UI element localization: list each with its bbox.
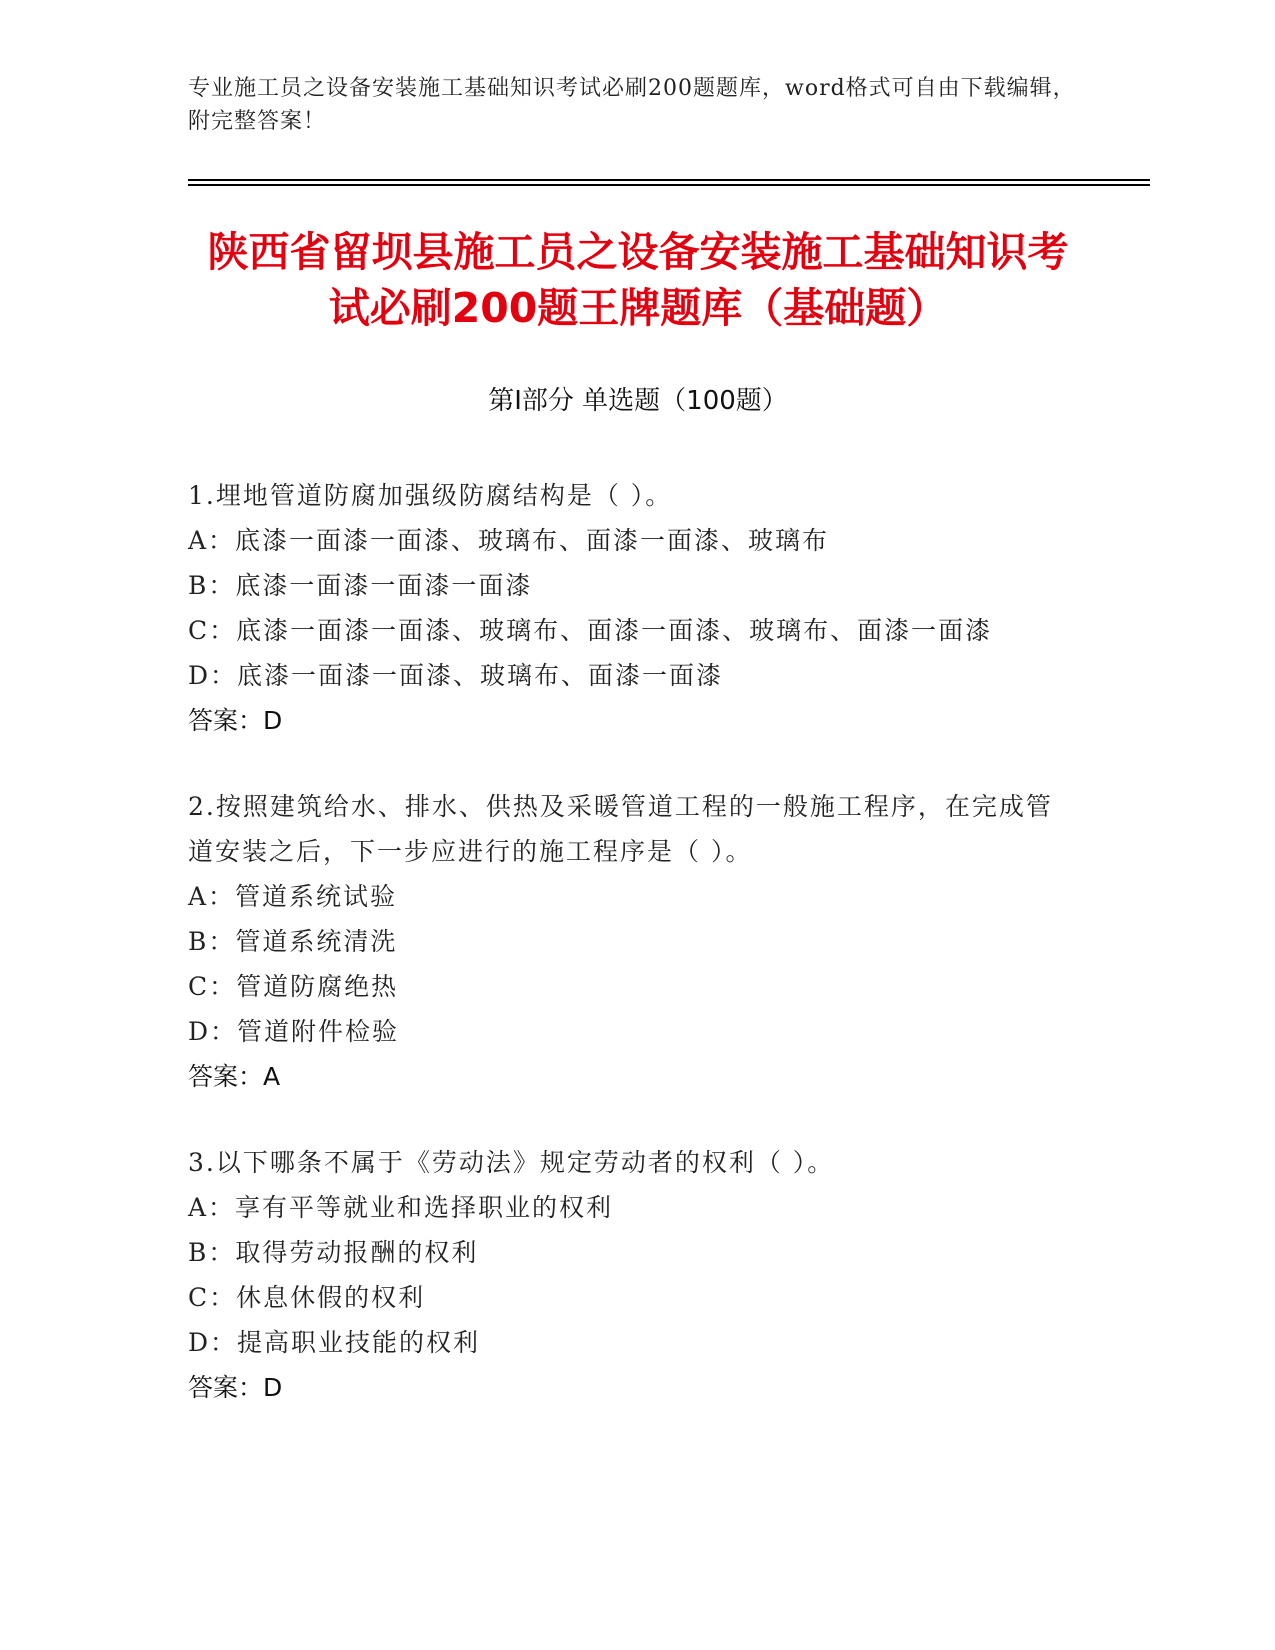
document-title: 陕西省留坝县施工员之设备安装施工基础知识考试必刷200题王牌题库（基础题） xyxy=(207,228,1069,332)
option-c: C：管道防腐绝热 xyxy=(188,972,399,1001)
option-d: D：提高职业技能的权利 xyxy=(188,1328,481,1357)
section-title: 第Ⅰ部分 单选题（100题） xyxy=(488,386,788,416)
option-a: A：享有平等就业和选择职业的权利 xyxy=(188,1193,614,1222)
option-a: A：管道系统试验 xyxy=(188,882,398,911)
option-b: B：底漆一面漆一面漆一面漆 xyxy=(188,571,533,600)
header-divider-bottom xyxy=(188,184,1150,186)
answer: 答案：D xyxy=(188,1373,283,1402)
question-list xyxy=(188,473,1078,1410)
option-b: B：取得劳动报酬的权利 xyxy=(188,1238,479,1267)
option-b: B：管道系统清洗 xyxy=(188,927,398,956)
option-d: D：底漆一面漆一面漆、玻璃布、面漆一面漆 xyxy=(188,661,724,690)
option-a: A：底漆一面漆一面漆、玻璃布、面漆一面漆、玻璃布 xyxy=(188,526,830,555)
question-stem: 2.按照建筑给水、排水、供热及采暖管道工程的一般施工程序，在完成管道安装之后，下一步应进行的施工程序是（ ）。 xyxy=(188,792,1053,866)
question-1 xyxy=(188,473,1078,743)
header-divider-top xyxy=(188,179,1150,181)
question-stem: 3.以下哪条不属于《劳动法》规定劳动者的权利（ ）。 xyxy=(188,1148,835,1177)
header-note: 专业施工员之设备安装施工基础知识考试必刷200题题库，word格式可自由下载编辑，附完整答案！ xyxy=(188,76,1076,134)
question-spacer xyxy=(188,743,1078,784)
question-spacer xyxy=(188,1099,1078,1140)
question-stem: 1.埋地管道防腐加强级防腐结构是（ ）。 xyxy=(188,481,673,510)
option-c: C：底漆一面漆一面漆、玻璃布、面漆一面漆、玻璃布、面漆一面漆 xyxy=(188,616,993,645)
option-d: D：管道附件检验 xyxy=(188,1017,400,1046)
question-3 xyxy=(188,1140,1078,1410)
answer: 答案：A xyxy=(188,1062,281,1091)
answer: 答案：D xyxy=(188,706,283,735)
option-c: C：休息休假的权利 xyxy=(188,1283,426,1312)
question-2 xyxy=(188,784,1078,1099)
